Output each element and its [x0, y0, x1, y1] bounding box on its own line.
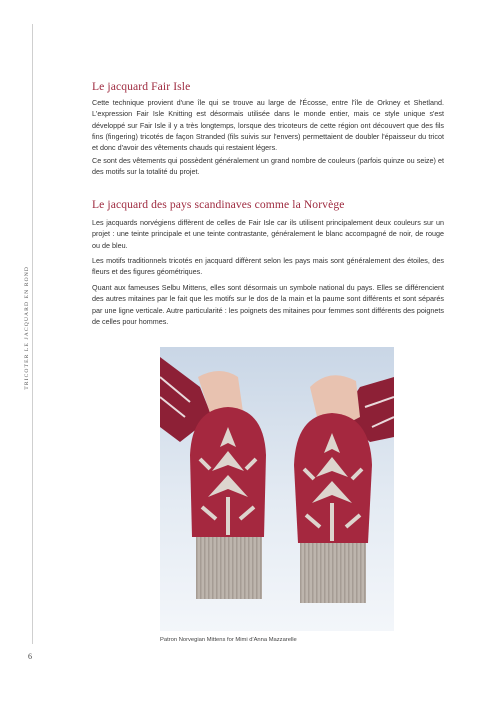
page-number: 6: [28, 652, 32, 661]
mittens-photo: [160, 347, 394, 631]
scandinavian-paragraph-3: Quant aux fameuses Selbu Mittens, elles sont désormais un symbole national du pays. Elles se différencient des autres mitaines par le fait que les motifs sur le dos de la main et la paume sont différents et sont séparés par une ligne verticale. Autre particularité : les poignets des mitaines pour femmes sont différents des poignets de celles pour hommes.: [92, 283, 444, 326]
fair-isle-paragraph-2: Ce sont des vêtements qui possèdent généralement un grand nombre de couleurs (parfois quinze ou seize) et des motifs sur la totalité du projet.: [92, 156, 444, 177]
scandinavian-paragraph-1: Les jacquards norvégiens diffèrent de celles de Fair Isle car ils utilisent principalement deux couleurs sur un projet : une teinte principale et une teinte contrastante, généralement le blanc accompagné de noir, de rouge ou de bleu.: [92, 218, 444, 250]
fair-isle-paragraph-1: Cette technique provient d'une île qui se trouve au large de l'Écosse, entre l'île de Orkney et Shetland. L'expression Fair Isle Knitting est désormais utilisée dans le monde entier, mais ce style unique s'est développé sur Fair Isle il y a très longtemps, lorsque des tricoteurs de cette région ont découvert que des fils fins (fingering) tricotés de façon Stranded (fils suivis sur l'envers) permettaient de doubler l'épaisseur du tricot et donc d'avoir des vêtements chauds qui restaient légers.: [92, 98, 444, 153]
left-mitten: [190, 407, 266, 599]
side-rule: [32, 24, 33, 644]
section-title-scandinavian: Le jacquard des pays scandinaves comme la Norvège: [92, 198, 345, 211]
photo-caption: Patron Norvegian Mittens for Mimi d'Anna Mazzarelle: [160, 637, 297, 643]
running-head: TRICOTER LE JACQUARD EN ROND: [24, 262, 30, 394]
right-mitten: [294, 413, 372, 603]
scandinavian-paragraph-2: Les motifs traditionnels tricotés en jacquard diffèrent selon les pays mais sont généralement des étoiles, des fleurs et des figures géométriques.: [92, 256, 444, 277]
section-title-fair-isle: Le jacquard Fair Isle: [92, 80, 191, 93]
